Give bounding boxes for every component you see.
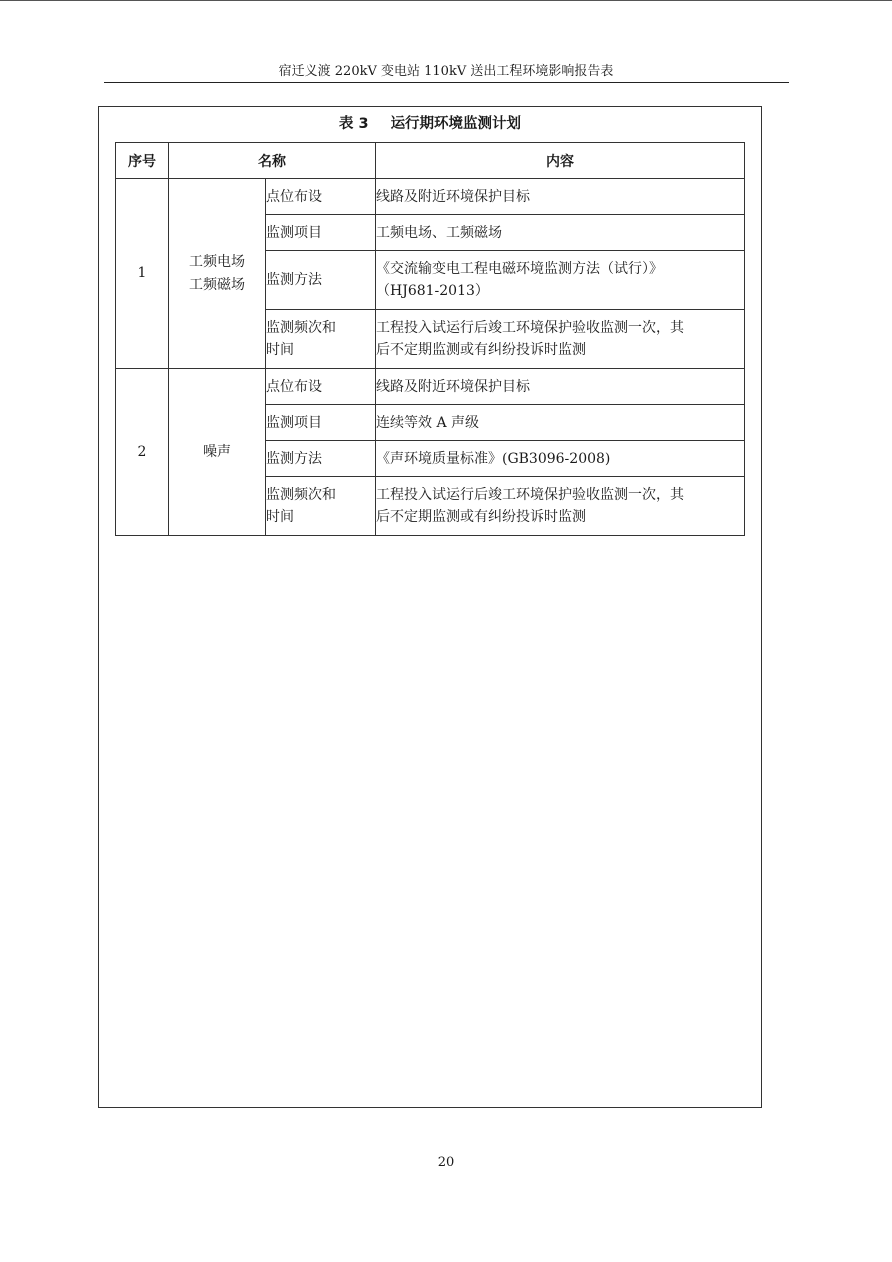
- item-content: [376, 310, 745, 369]
- header-name: 名称: [169, 143, 376, 179]
- item-label: 监测方法: [266, 251, 376, 310]
- group-index: 1: [116, 179, 169, 369]
- item-content: 工频电场、工频磁场: [376, 215, 745, 251]
- item-label: [266, 310, 376, 369]
- group-name-line: 工频磁场: [189, 276, 245, 293]
- item-content-line: 工程投入试运行后竣工环境保护验收监测一次，其: [376, 320, 684, 336]
- item-label-line: 监测频次和: [266, 487, 336, 503]
- header-rule: [104, 82, 789, 83]
- item-content: 《声环境质量标准》(GB3096-2008): [376, 441, 745, 477]
- item-content: [376, 251, 745, 310]
- page-number: 20: [437, 1155, 455, 1170]
- table-caption-number: 表 3: [338, 116, 369, 132]
- item-label-line: 时间: [266, 342, 294, 358]
- page-header-title: 宿迁义渡 220kV 变电站 110kV 送出工程环境影响报告表: [278, 64, 614, 79]
- item-content-line: 《交流输变电工程电磁环境监测方法（试行）》: [376, 261, 663, 277]
- item-content: 线路及附近环境保护目标: [376, 179, 745, 215]
- item-content: 线路及附近环境保护目标: [376, 369, 745, 405]
- header-content: 内容: [376, 143, 745, 179]
- item-content: 连续等效 A 声级: [376, 405, 745, 441]
- item-content-line: （HJ681-2013）: [376, 283, 489, 299]
- group-name-line: 工频电场: [189, 253, 245, 270]
- top-border: [0, 0, 892, 1]
- item-label: 监测方法: [266, 441, 376, 477]
- item-content: [376, 477, 745, 536]
- item-label-line: 时间: [266, 509, 294, 525]
- item-label: [266, 477, 376, 536]
- table-header-row: [116, 143, 745, 179]
- group-name: [169, 179, 266, 369]
- item-label: 监测项目: [266, 215, 376, 251]
- group-index: 2: [116, 369, 169, 536]
- monitoring-plan-table: [115, 142, 745, 536]
- table-row: [116, 179, 745, 215]
- table-row: [116, 369, 745, 405]
- header-index: 序号: [116, 143, 169, 179]
- table-caption: [98, 114, 762, 134]
- group-name: 噪声: [169, 369, 266, 536]
- item-content-line: 后不定期监测或有纠纷投诉时监测: [376, 342, 586, 358]
- item-content-line: 工程投入试运行后竣工环境保护验收监测一次，其: [376, 487, 684, 503]
- item-label: 点位布设: [266, 179, 376, 215]
- item-label: 点位布设: [266, 369, 376, 405]
- item-label-line: 监测频次和: [266, 320, 336, 336]
- table-caption-title: 运行期环境监测计划: [390, 116, 522, 132]
- item-content-line: 后不定期监测或有纠纷投诉时监测: [376, 509, 586, 525]
- item-label: 监测项目: [266, 405, 376, 441]
